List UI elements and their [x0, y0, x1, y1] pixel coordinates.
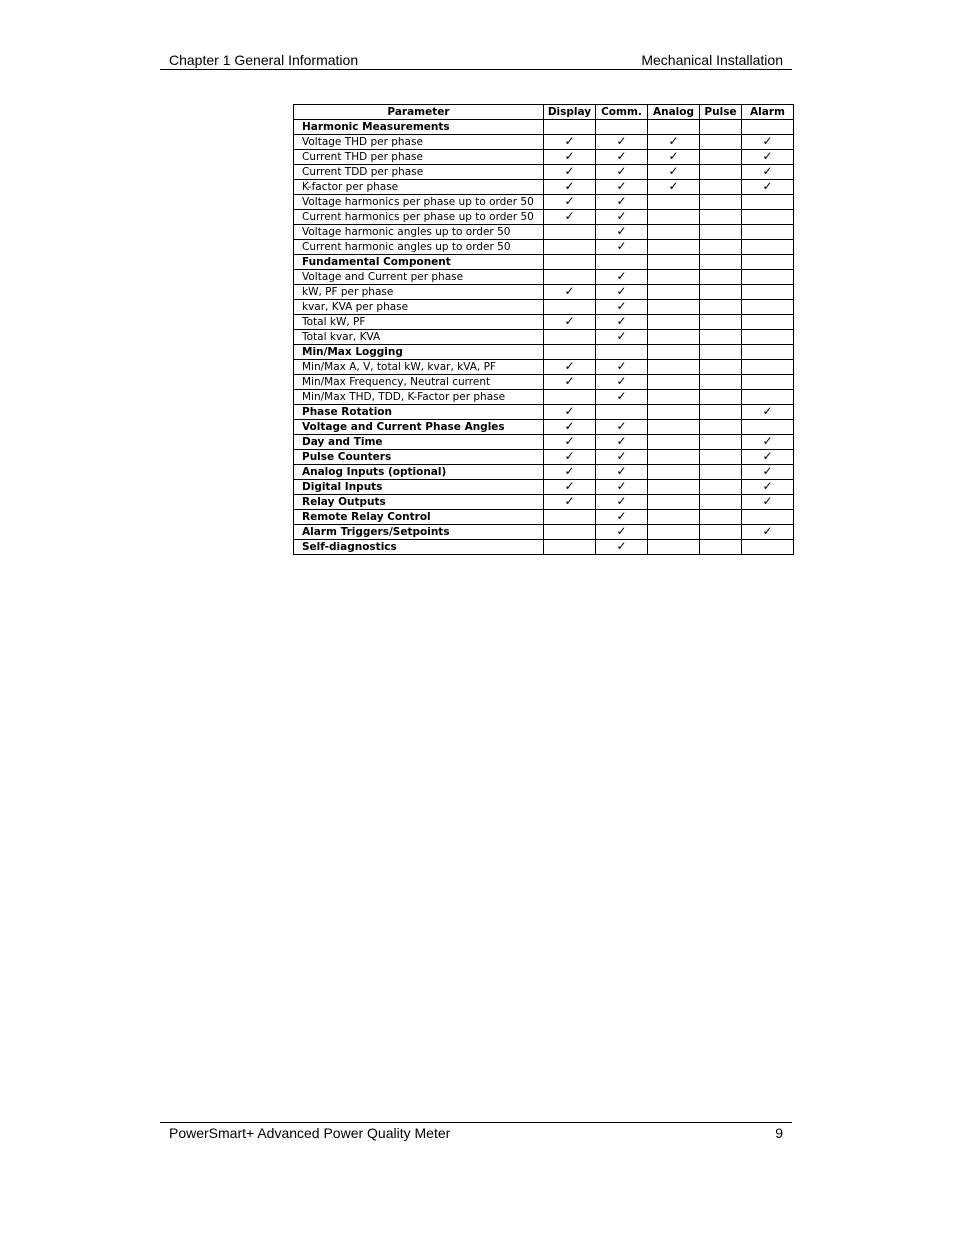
- cell-analog: [648, 240, 700, 255]
- checkmark-icon: ✓: [564, 419, 575, 433]
- cell-analog: [648, 285, 700, 300]
- checkmark-icon: ✓: [616, 509, 627, 523]
- parameter-label: Digital Inputs: [294, 480, 544, 495]
- document-title: PowerSmart+ Advanced Power Quality Meter: [169, 1125, 451, 1141]
- table-row: [294, 510, 794, 525]
- checkmark-icon: ✓: [616, 239, 627, 253]
- cell-alarm: [742, 390, 794, 405]
- table-row: [294, 135, 794, 150]
- checkmark-icon: ✓: [616, 194, 627, 208]
- checkmark-icon: ✓: [616, 134, 627, 148]
- table-row: [294, 540, 794, 555]
- cell-alarm: [742, 330, 794, 345]
- table-row: [294, 525, 794, 540]
- checkmark-icon: ✓: [616, 299, 627, 313]
- cell-display: [544, 255, 596, 270]
- cell-comm: [596, 450, 648, 465]
- cell-display: [544, 195, 596, 210]
- cell-display: [544, 210, 596, 225]
- table-row: [294, 120, 794, 135]
- table-row: [294, 495, 794, 510]
- checkmark-icon: ✓: [616, 149, 627, 163]
- cell-pulse: [700, 465, 742, 480]
- checkmark-icon: ✓: [668, 149, 679, 163]
- parameter-label: kvar, KVA per phase: [294, 300, 544, 315]
- table-row: [294, 465, 794, 480]
- cell-comm: [596, 315, 648, 330]
- cell-analog: [648, 495, 700, 510]
- cell-comm: [596, 180, 648, 195]
- cell-comm: [596, 480, 648, 495]
- cell-alarm: [742, 420, 794, 435]
- cell-alarm: [742, 435, 794, 450]
- column-header-parameter: Parameter: [294, 105, 544, 120]
- cell-comm: [596, 150, 648, 165]
- cell-pulse: [700, 435, 742, 450]
- parameter-label: Pulse Counters: [294, 450, 544, 465]
- table-row: [294, 405, 794, 420]
- checkmark-icon: ✓: [762, 524, 773, 538]
- checkmark-icon: ✓: [668, 179, 679, 193]
- cell-pulse: [700, 315, 742, 330]
- cell-alarm: [742, 210, 794, 225]
- checkmark-icon: ✓: [762, 479, 773, 493]
- column-header-display: Display: [544, 105, 596, 120]
- table-row: [294, 255, 794, 270]
- parameter-label: Voltage and Current Phase Angles: [294, 420, 544, 435]
- table-row: [294, 450, 794, 465]
- cell-analog: [648, 510, 700, 525]
- checkmark-icon: ✓: [564, 449, 575, 463]
- parameter-label: Current TDD per phase: [294, 165, 544, 180]
- cell-comm: [596, 435, 648, 450]
- cell-pulse: [700, 345, 742, 360]
- cell-pulse: [700, 510, 742, 525]
- cell-alarm: [742, 375, 794, 390]
- checkmark-icon: ✓: [762, 164, 773, 178]
- cell-alarm: [742, 450, 794, 465]
- section-title: Mechanical Installation: [641, 52, 783, 68]
- checkmark-icon: ✓: [564, 179, 575, 193]
- cell-pulse: [700, 285, 742, 300]
- checkmark-icon: ✓: [762, 449, 773, 463]
- cell-alarm: [742, 135, 794, 150]
- table-row: [294, 390, 794, 405]
- cell-alarm: [742, 285, 794, 300]
- table-row: [294, 375, 794, 390]
- table-row: [294, 360, 794, 375]
- checkmark-icon: ✓: [616, 419, 627, 433]
- table-row: [294, 225, 794, 240]
- cell-display: [544, 330, 596, 345]
- checkmark-icon: ✓: [616, 164, 627, 178]
- cell-pulse: [700, 135, 742, 150]
- table-row: [294, 180, 794, 195]
- parameter-label: Self-diagnostics: [294, 540, 544, 555]
- cell-comm: [596, 270, 648, 285]
- cell-alarm: [742, 225, 794, 240]
- cell-analog: [648, 135, 700, 150]
- cell-comm: [596, 165, 648, 180]
- checkmark-icon: ✓: [616, 179, 627, 193]
- cell-display: [544, 390, 596, 405]
- checkmark-icon: ✓: [564, 209, 575, 223]
- checkmark-icon: ✓: [762, 494, 773, 508]
- cell-alarm: [742, 360, 794, 375]
- checkmark-icon: ✓: [564, 404, 575, 418]
- cell-comm: [596, 135, 648, 150]
- cell-comm: [596, 375, 648, 390]
- table-row: [294, 330, 794, 345]
- parameter-label: Relay Outputs: [294, 495, 544, 510]
- cell-comm: [596, 300, 648, 315]
- cell-display: [544, 315, 596, 330]
- cell-analog: [648, 390, 700, 405]
- cell-alarm: [742, 480, 794, 495]
- checkmark-icon: ✓: [564, 464, 575, 478]
- parameter-label: Voltage harmonics per phase up to order 50: [294, 195, 544, 210]
- cell-analog: [648, 300, 700, 315]
- parameter-label: Current harmonic angles up to order 50: [294, 240, 544, 255]
- cell-display: [544, 480, 596, 495]
- parameters-table: [293, 104, 794, 555]
- cell-comm: [596, 255, 648, 270]
- cell-comm: [596, 120, 648, 135]
- cell-comm: [596, 210, 648, 225]
- cell-display: [544, 360, 596, 375]
- cell-comm: [596, 465, 648, 480]
- cell-analog: [648, 120, 700, 135]
- checkmark-icon: ✓: [616, 284, 627, 298]
- checkmark-icon: ✓: [616, 209, 627, 223]
- cell-display: [544, 495, 596, 510]
- checkmark-icon: ✓: [668, 164, 679, 178]
- table-row: [294, 345, 794, 360]
- cell-pulse: [700, 240, 742, 255]
- cell-display: [544, 435, 596, 450]
- parameter-label: Voltage harmonic angles up to order 50: [294, 225, 544, 240]
- checkmark-icon: ✓: [616, 479, 627, 493]
- checkmark-icon: ✓: [564, 149, 575, 163]
- cell-analog: [648, 540, 700, 555]
- cell-display: [544, 300, 596, 315]
- cell-comm: [596, 420, 648, 435]
- table-row: [294, 210, 794, 225]
- cell-analog: [648, 270, 700, 285]
- cell-pulse: [700, 525, 742, 540]
- parameter-label: kW, PF per phase: [294, 285, 544, 300]
- cell-pulse: [700, 375, 742, 390]
- parameter-label: Harmonic Measurements: [294, 120, 544, 135]
- cell-alarm: [742, 405, 794, 420]
- cell-pulse: [700, 195, 742, 210]
- checkmark-icon: ✓: [616, 494, 627, 508]
- cell-comm: [596, 345, 648, 360]
- table-row: [294, 480, 794, 495]
- cell-display: [544, 285, 596, 300]
- checkmark-icon: ✓: [762, 404, 773, 418]
- parameter-label: Voltage and Current per phase: [294, 270, 544, 285]
- table-row: [294, 240, 794, 255]
- cell-analog: [648, 375, 700, 390]
- cell-analog: [648, 405, 700, 420]
- cell-comm: [596, 330, 648, 345]
- parameter-label: Alarm Triggers/Setpoints: [294, 525, 544, 540]
- checkmark-icon: ✓: [616, 314, 627, 328]
- checkmark-icon: ✓: [564, 164, 575, 178]
- table-body: [294, 120, 794, 555]
- cell-comm: [596, 390, 648, 405]
- checkmark-icon: ✓: [564, 479, 575, 493]
- cell-display: [544, 135, 596, 150]
- cell-alarm: [742, 525, 794, 540]
- cell-display: [544, 450, 596, 465]
- checkmark-icon: ✓: [616, 269, 627, 283]
- checkmark-icon: ✓: [564, 494, 575, 508]
- cell-comm: [596, 225, 648, 240]
- checkmark-icon: ✓: [616, 359, 627, 373]
- checkmark-icon: ✓: [564, 314, 575, 328]
- cell-pulse: [700, 420, 742, 435]
- checkmark-icon: ✓: [564, 284, 575, 298]
- checkmark-icon: ✓: [616, 449, 627, 463]
- parameter-label: K-factor per phase: [294, 180, 544, 195]
- cell-comm: [596, 405, 648, 420]
- cell-alarm: [742, 540, 794, 555]
- cell-pulse: [700, 300, 742, 315]
- cell-alarm: [742, 465, 794, 480]
- cell-alarm: [742, 240, 794, 255]
- checkmark-icon: ✓: [564, 434, 575, 448]
- table-row: [294, 300, 794, 315]
- cell-analog: [648, 195, 700, 210]
- cell-comm: [596, 360, 648, 375]
- cell-pulse: [700, 225, 742, 240]
- cell-pulse: [700, 495, 742, 510]
- cell-display: [544, 375, 596, 390]
- cell-pulse: [700, 270, 742, 285]
- cell-pulse: [700, 255, 742, 270]
- cell-display: [544, 525, 596, 540]
- cell-display: [544, 165, 596, 180]
- cell-alarm: [742, 165, 794, 180]
- cell-display: [544, 120, 596, 135]
- cell-comm: [596, 510, 648, 525]
- cell-comm: [596, 285, 648, 300]
- cell-alarm: [742, 510, 794, 525]
- checkmark-icon: ✓: [564, 359, 575, 373]
- cell-display: [544, 180, 596, 195]
- table-row: [294, 165, 794, 180]
- cell-comm: [596, 495, 648, 510]
- cell-analog: [648, 420, 700, 435]
- cell-analog: [648, 165, 700, 180]
- cell-alarm: [742, 255, 794, 270]
- cell-comm: [596, 525, 648, 540]
- cell-display: [544, 345, 596, 360]
- checkmark-icon: ✓: [762, 179, 773, 193]
- checkmark-icon: ✓: [616, 374, 627, 388]
- cell-analog: [648, 330, 700, 345]
- cell-pulse: [700, 360, 742, 375]
- cell-display: [544, 240, 596, 255]
- cell-pulse: [700, 405, 742, 420]
- parameter-label: Min/Max THD, TDD, K-Factor per phase: [294, 390, 544, 405]
- cell-analog: [648, 480, 700, 495]
- cell-display: [544, 540, 596, 555]
- cell-pulse: [700, 480, 742, 495]
- column-header-analog: Analog: [648, 105, 700, 120]
- table-row: [294, 285, 794, 300]
- cell-pulse: [700, 330, 742, 345]
- checkmark-icon: ✓: [762, 464, 773, 478]
- cell-comm: [596, 540, 648, 555]
- table-row: [294, 435, 794, 450]
- cell-pulse: [700, 210, 742, 225]
- checkmark-icon: ✓: [616, 524, 627, 538]
- cell-alarm: [742, 120, 794, 135]
- parameter-label: Min/Max Frequency, Neutral current: [294, 375, 544, 390]
- parameter-label: Remote Relay Control: [294, 510, 544, 525]
- checkmark-icon: ✓: [762, 134, 773, 148]
- cell-pulse: [700, 165, 742, 180]
- page-footer: [160, 1122, 792, 1143]
- cell-analog: [648, 150, 700, 165]
- cell-pulse: [700, 540, 742, 555]
- cell-analog: [648, 315, 700, 330]
- checkmark-icon: ✓: [564, 374, 575, 388]
- checkmark-icon: ✓: [762, 149, 773, 163]
- column-header-pulse: Pulse: [700, 105, 742, 120]
- cell-alarm: [742, 270, 794, 285]
- cell-analog: [648, 255, 700, 270]
- cell-analog: [648, 210, 700, 225]
- table-row: [294, 195, 794, 210]
- cell-display: [544, 405, 596, 420]
- checkmark-icon: ✓: [616, 539, 627, 553]
- cell-pulse: [700, 180, 742, 195]
- cell-alarm: [742, 345, 794, 360]
- table-row: [294, 315, 794, 330]
- parameter-label: Current THD per phase: [294, 150, 544, 165]
- cell-display: [544, 420, 596, 435]
- checkmark-icon: ✓: [564, 194, 575, 208]
- cell-pulse: [700, 120, 742, 135]
- parameter-label: Analog Inputs (optional): [294, 465, 544, 480]
- cell-alarm: [742, 195, 794, 210]
- checkmark-icon: ✓: [616, 224, 627, 238]
- cell-alarm: [742, 315, 794, 330]
- cell-display: [544, 225, 596, 240]
- parameter-label: Min/Max Logging: [294, 345, 544, 360]
- cell-display: [544, 465, 596, 480]
- cell-pulse: [700, 150, 742, 165]
- cell-comm: [596, 195, 648, 210]
- page-number: 9: [775, 1125, 783, 1141]
- cell-alarm: [742, 495, 794, 510]
- parameter-label: Total kvar, KVA: [294, 330, 544, 345]
- checkmark-icon: ✓: [616, 329, 627, 343]
- column-header-alarm: Alarm: [742, 105, 794, 120]
- table-row: [294, 270, 794, 285]
- parameter-label: Current harmonics per phase up to order 50: [294, 210, 544, 225]
- checkmark-icon: ✓: [616, 464, 627, 478]
- parameter-label: Min/Max A, V, total kW, kvar, kVA, PF: [294, 360, 544, 375]
- table-row: [294, 150, 794, 165]
- cell-analog: [648, 465, 700, 480]
- cell-pulse: [700, 450, 742, 465]
- checkmark-icon: ✓: [616, 434, 627, 448]
- cell-analog: [648, 180, 700, 195]
- parameter-label: Voltage THD per phase: [294, 135, 544, 150]
- cell-analog: [648, 450, 700, 465]
- parameter-label: Phase Rotation: [294, 405, 544, 420]
- cell-display: [544, 270, 596, 285]
- cell-display: [544, 510, 596, 525]
- parameter-label: Total kW, PF: [294, 315, 544, 330]
- cell-alarm: [742, 150, 794, 165]
- parameter-label: Day and Time: [294, 435, 544, 450]
- cell-analog: [648, 435, 700, 450]
- cell-analog: [648, 345, 700, 360]
- cell-analog: [648, 225, 700, 240]
- cell-analog: [648, 525, 700, 540]
- checkmark-icon: ✓: [616, 389, 627, 403]
- cell-comm: [596, 240, 648, 255]
- table-row: [294, 420, 794, 435]
- cell-pulse: [700, 390, 742, 405]
- parameter-label: Fundamental Component: [294, 255, 544, 270]
- table-header-row: [294, 105, 794, 120]
- cell-display: [544, 150, 596, 165]
- cell-alarm: [742, 300, 794, 315]
- cell-analog: [648, 360, 700, 375]
- chapter-title: Chapter 1 General Information: [169, 52, 359, 68]
- checkmark-icon: ✓: [762, 434, 773, 448]
- checkmark-icon: ✓: [668, 134, 679, 148]
- page-header: [160, 50, 792, 70]
- checkmark-icon: ✓: [564, 134, 575, 148]
- column-header-comm: Comm.: [596, 105, 648, 120]
- cell-alarm: [742, 180, 794, 195]
